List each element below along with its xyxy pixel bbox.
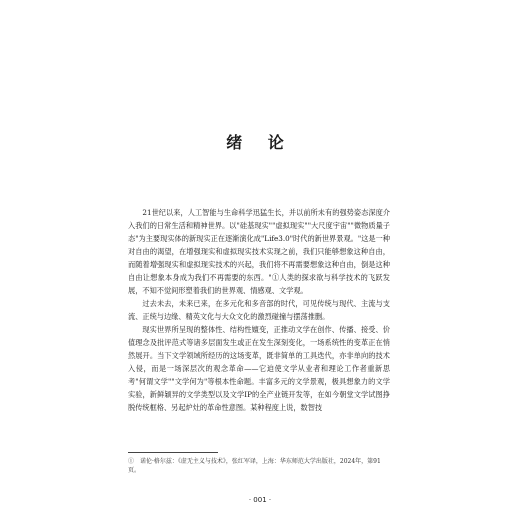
page-number: · 001 ·: [248, 496, 272, 504]
paragraph-2: 过去未去，未来已来，在多元化和多音部的时代，可见传统与现代、主流与支流、正统与边缘、精英文化与大众文化的激烈碰撞与摆荡推删。: [128, 299, 390, 321]
paragraph-3: 现实世界所呈现的整体性、结构性嬗变，正推动文学在创作、传播、接受、价值理念及批评范式等诸多层面发生或正在发生深刻变化，一场系统性的变革正在悄然展开。当下文学领域所经历的这场变革，既非简单的工具迭代，亦非单向的技术入侵，而是一场深层次的观念革命——它迫使文学从业者和理论工作者重新思考"何谓文学""文学何为"等根本性命题。丰富多元的文学景观，极具想象力的文学实验，新鲜颖异的文学类型以及文学IP的全产业链开发等，在如今朝堂文学试图挣脱传统框格、另起炉灶的革命性意图。某种程度上说，数智技: [128, 325, 390, 412]
body-text: [128, 206, 390, 414]
footnote: ① 诺伦·格尔兹：《虚无主义与技术》，张红军译，上海：华东师范大学出版社，2024年，第91页。: [128, 458, 381, 474]
chapter-title: 绪 论: [226, 133, 294, 152]
paragraph-1: 21世纪以来，人工智能与生命科学迅猛生长，并以前所未有的强势姿态深度介入我们的日常生活和精神世界。以"硅基现实""虚拟现实""大尺度宇宙""微物质量子态"为主要现实体的新现实正在逐渐演化成"Life3.0"时代的新世界景观。"这是一种对自由的渴望，在增强现实和虚拟现实技术实现之前，我们只能够想象这种自由，而随着增强现实和虚拟现实技术的兴起，我们将不再需要想象这种自由，倒是这种自由让想象本身成为我们不再需要的东西。"①人类的探求欲与科学技术的飞跃发展，不知不觉间形塑着我们的世界观、情感观、文学观。: [128, 208, 390, 295]
footnote-divider: [128, 452, 218, 453]
